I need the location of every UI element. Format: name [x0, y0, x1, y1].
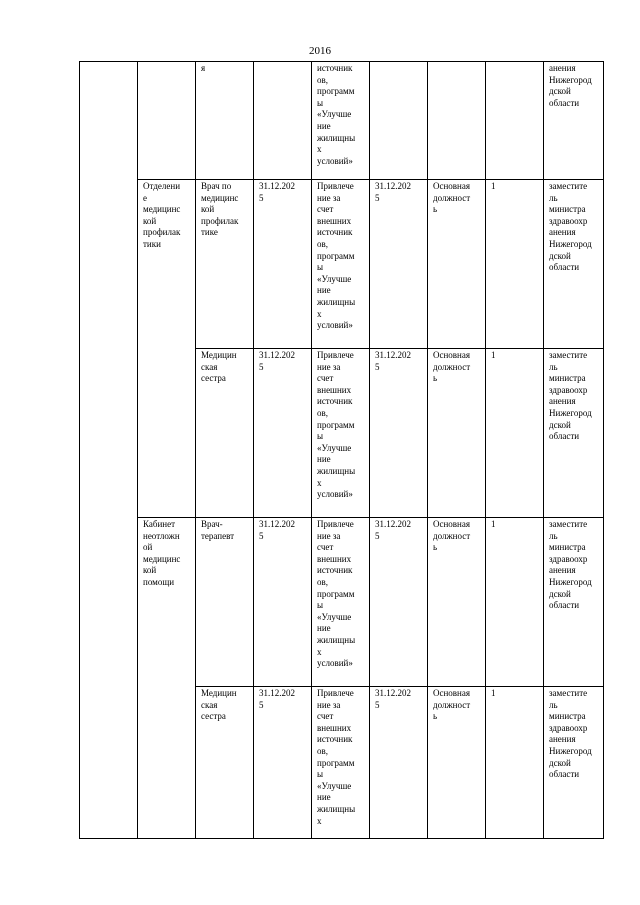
type-cell: Основная должност ь: [428, 349, 486, 518]
approver-cell: заместите ль министра здравоохр анения Нижегород дской области: [544, 687, 604, 839]
count-cell: [486, 62, 544, 180]
date2-cell: 31.12.202 5: [370, 518, 428, 687]
source-cell: источник ов, программ ы «Улучше ние жилищны х условий»: [312, 62, 370, 180]
approver-cell: заместите ль министра здравоохр анения Нижегород дской области: [544, 349, 604, 518]
table-row: [80, 62, 604, 180]
count-cell: 1: [486, 518, 544, 687]
count-cell: 1: [486, 687, 544, 839]
date2-cell: 31.12.202 5: [370, 687, 428, 839]
position-cell: Медицин ская сестра: [196, 687, 254, 839]
table-row: [80, 518, 604, 687]
approver-cell: анения Нижегород дской области: [544, 62, 604, 180]
type-cell: Основная должност ь: [428, 518, 486, 687]
date2-cell: 31.12.202 5: [370, 349, 428, 518]
source-cell: Привлече ние за счет внешних источник ов, программ ы «Улучше ние жилищны х условий»: [312, 180, 370, 349]
type-cell: Основная должност ь: [428, 180, 486, 349]
source-cell: Привлече ние за счет внешних источник ов, программ ы «Улучше ние жилищны х условий»: [312, 349, 370, 518]
position-cell: Врач по медицинс кой профилак тике: [196, 180, 254, 349]
approver-cell: заместите ль министра здравоохр анения Нижегород дской области: [544, 518, 604, 687]
first-column-cell: [80, 62, 138, 839]
count-cell: 1: [486, 180, 544, 349]
department-cell: Кабинет неотложн ой медицинс кой помощи: [138, 518, 196, 839]
type-cell: [428, 62, 486, 180]
source-cell: Привлече ние за счет внешних источник ов, программ ы «Улучше ние жилищны х условий»: [312, 518, 370, 687]
position-cell: Медицин ская сестра: [196, 349, 254, 518]
type-cell: Основная должност ь: [428, 687, 486, 839]
approver-cell: заместите ль министра здравоохр анения Нижегород дской области: [544, 180, 604, 349]
date-cell: 31.12.202 5: [254, 518, 312, 687]
department-cell: Отделени е медицинс кой профилак тики: [138, 180, 196, 518]
position-cell: Врач- терапевт: [196, 518, 254, 687]
date2-cell: [370, 62, 428, 180]
date-cell: 31.12.202 5: [254, 687, 312, 839]
date-cell: 31.12.202 5: [254, 180, 312, 349]
date-cell: 31.12.202 5: [254, 349, 312, 518]
source-cell: Привлече ние за счет внешних источник ов, программ ы «Улучше ние жилищны х: [312, 687, 370, 839]
count-cell: 1: [486, 349, 544, 518]
date-cell: [254, 62, 312, 180]
date2-cell: 31.12.202 5: [370, 180, 428, 349]
table-row: [80, 180, 604, 349]
staffing-table: [79, 61, 604, 839]
page-number: 2016: [309, 45, 331, 57]
department-cell: [138, 62, 196, 180]
position-cell: я: [196, 62, 254, 180]
